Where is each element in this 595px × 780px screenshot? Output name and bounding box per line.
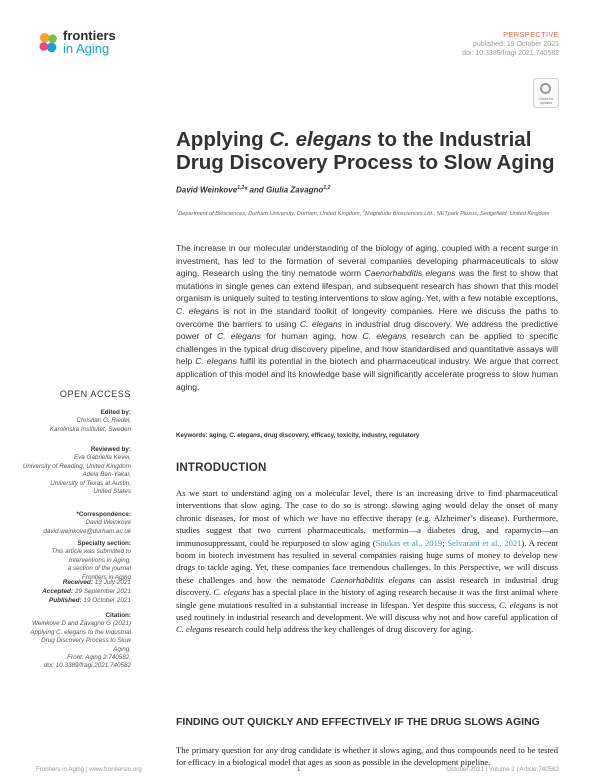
badge-label: Check for updates (538, 97, 554, 105)
keywords: Keywords: aging, C. elegans, drug discovery, efficacy, toxicity, industry, regulatory (176, 432, 420, 439)
footer-journal: Frontiers in Aging | www.frontiersin.org (36, 766, 142, 773)
correspondence: *Correspondence: David Weinkove david.weinkove@durham.ac.uk (0, 511, 131, 536)
reviewed-by: Reviewed by: Eva Gabriella Kevei, University of Reading, United Kingdom Adela Ben-Yakar, University of Texas at Austin, United States (22, 446, 131, 496)
article-meta-header (462, 30, 559, 59)
published-date: published: 19 October 2021 (472, 40, 559, 48)
introduction-text: As we start to understand aging on a molecular level, there is an increasing drive to find pharmaceutical interventions that slow aging. The case to do so is strong: slowing aging would delay the onset of many chronic diseases, for most of which we have no effective therapy (e.g. Alzheimer’s disease). Furthermore, studies suggest that two current pharmaceuticals, metformin—a diabetes drug, and rapamycin—an immunosuppressant, could be repurposed to slow aging (Soukas et al., 2019; Selvarani et al., 2021). A recent boom in biotech investment has resulted in several companies raising huge sums of money to develop new drugs to tackle aging. Yet, these companies face tremendous challenges. In this Perspective, we will discuss these challenges and how the nematode Caenorhabditis elegans can assist research in industrial drug discovery. C. elegans has a special place in the history of aging research because it was the first animal where single gene mutations resulted in a substantial increase in lifespan. Yet despite this success, C. elegans is not used routinely in industrial research and development. We will discuss why not and how careful application of C. elegans research could help address the key challenges of drug discovery for aging. (176, 488, 559, 635)
journal-subtitle: in Aging (63, 41, 110, 56)
affiliations: $^1$Department of Biosciences, Durham University, Durham, United Kingdom, $^2$Magnitude Biosciences Ltd., NETpark Plexus, Sedgefield, United Kingdom (176, 208, 550, 217)
article-type: PERSPECTIVE (503, 30, 559, 39)
section2-text: The primary question for any drug candidate is whether it slows aging, and thus compounds need to be tested for efficacy in a biological model that ages as soon as possible in the development pipeline. (176, 745, 558, 768)
check-updates-icon (540, 83, 551, 94)
open-access-label: OPEN ACCESS (59, 389, 131, 399)
author-list: David Weinkove$^{1,2}$* and Giulia Zavagno$^{1,2}$ (176, 185, 331, 195)
frontiers-logo-icon (36, 30, 62, 56)
section-heading-finding-out: FINDING OUT QUICKLY AND EFFECTIVELY IF THE DRUG SLOWS AGING (176, 716, 540, 728)
specialty-section: Specialty section: This article was submitted to Interventions in Aging, a section of the journal Frontiers in Aging (51, 540, 131, 581)
citation: Citation: Weinkove D and Zavagno G (2021) Applying C. elegans to the Industrial Drug Discovery Process to Slow Aging. Front. Aging 2:740582. doi: 10.3389/fragi.2021.740582 (30, 612, 131, 670)
section-heading-introduction: INTRODUCTION (176, 462, 267, 474)
footer-volume: October 2021 | Volume 2 | Article 740582 (446, 766, 559, 773)
citation-link[interactable]: Soukas et al., 2019 (375, 537, 443, 548)
journal-name: frontiers (63, 28, 116, 43)
article-dates: Received: 13 July 2021 Accepted: 29 September 2021 Published: 19 October 2021 (42, 579, 131, 604)
journal-logo-text (63, 29, 116, 55)
doi-link[interactable]: doi: 10.3389/fragi.2021.740582 (462, 50, 559, 57)
check-for-updates-badge[interactable] (533, 78, 559, 108)
abstract: The increase in our molecular understanding of the biology of aging, coupled with a recent surge in investment, has led to the formation of several companies developing pharmaceuticals to slow aging. Research using the tiny nematode worm Caenorhabditis elegans was the first to show that mutations in single genes can extend lifespan, and subsequent research has shown that this model organism is uniquely suited to testing interventions to slow aging. Yet, with a few notable exceptions, C. elegans is not in the standard toolkit of longevity companies. Here we discuss the paths to overcome the barriers to using C. elegans in industrial drug discovery. We address the predictive power of C. elegans for human aging, how C. elegans research can be applied to specific challenges in the typical drug discovery pipeline, and how standardised and quantitative assays will help C. elegans fulfil its potential in the biotech and pharmaceutical industry. We argue that correct application of this model and its knowledge base will significantly accelerate progress to slow human aging. (176, 243, 558, 392)
page-number: 1 (297, 766, 301, 773)
correspondence-email[interactable]: david.weinkove@durham.ac.uk (43, 527, 131, 535)
edited-by: Edited by: Christian G. Riedel, Karolinska Institutet, Sweden (49, 409, 131, 433)
article-title: Applying C. elegans to the Industrial Drug Discovery Process to Slow Aging (176, 128, 555, 174)
citation-link[interactable]: Selvarani et al., 2021 (447, 537, 522, 548)
